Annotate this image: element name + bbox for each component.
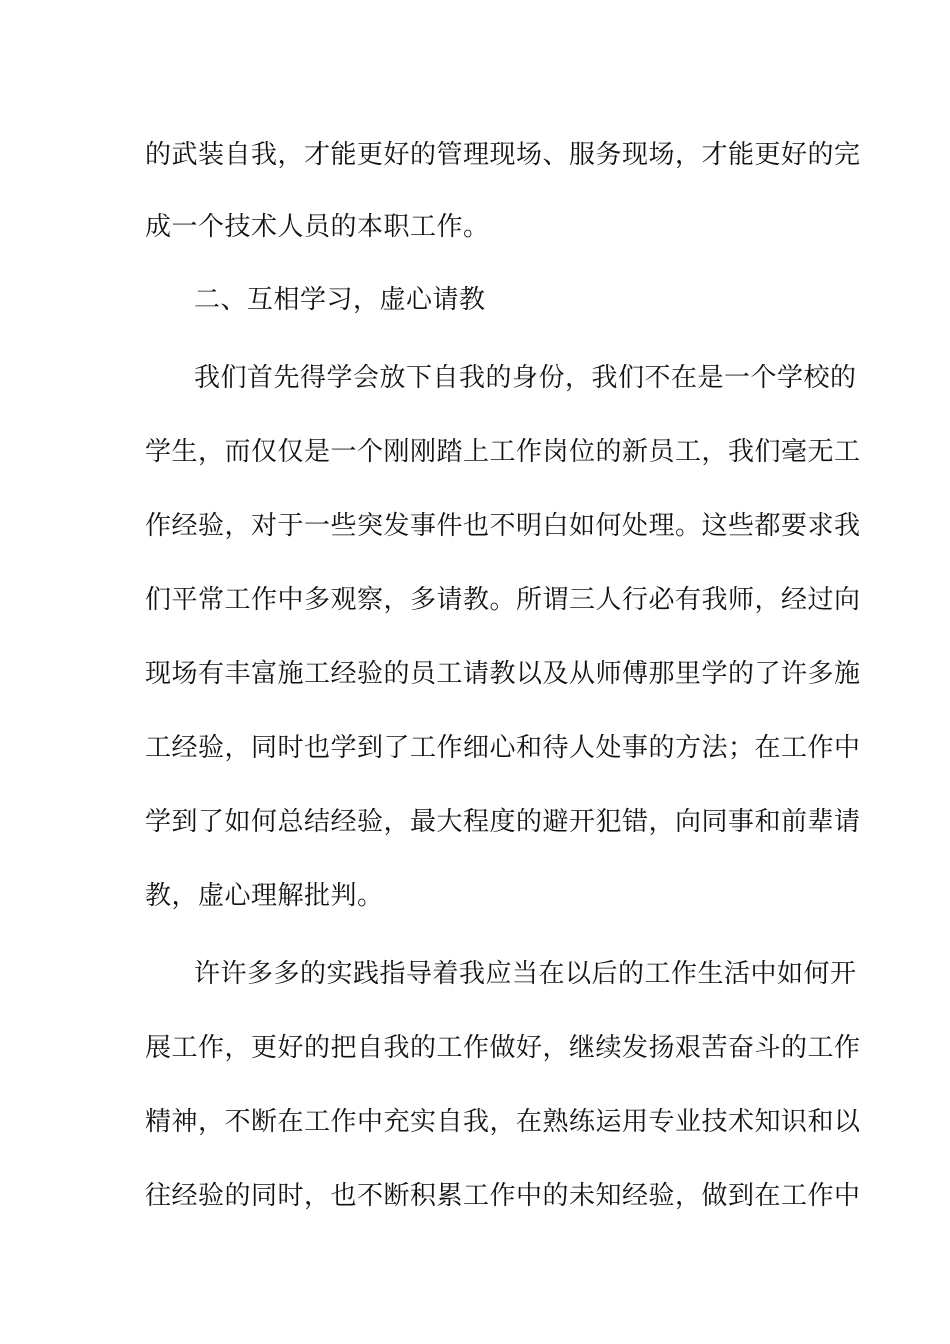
paragraph-line: 精神，不断在工作中充实自我，在熟练运用专业技术知识和以 xyxy=(145,1107,861,1137)
paragraph-line: 作经验，对于一些突发事件也不明白如何处理。这些都要求我 xyxy=(145,511,861,541)
paragraph-line: 的武装自我，才能更好的管理现场、服务现场，才能更好的完 xyxy=(145,140,861,170)
paragraph-line: 学生，而仅仅是一个刚刚踏上工作岗位的新员工，我们毫无工 xyxy=(145,437,861,467)
section-heading: 二、互相学习，虚心请教 xyxy=(194,285,486,315)
paragraph-line: 许许多多的实践指导着我应当在以后的工作生活中如何开 xyxy=(194,959,857,989)
paragraph-line: 教，虚心理解批判。 xyxy=(145,881,384,911)
paragraph-line: 现场有丰富施工经验的员工请教以及从师傅那里学的了许多施 xyxy=(145,659,861,689)
paragraph-line: 我们首先得学会放下自我的身份，我们不在是一个学校的 xyxy=(194,363,857,393)
paragraph-line: 工经验，同时也学到了工作细心和待人处事的方法；在工作中 xyxy=(145,733,861,763)
paragraph-line: 往经验的同时，也不断积累工作中的未知经验，做到在工作中 xyxy=(145,1181,861,1211)
paragraph-line: 成一个技术人员的本职工作。 xyxy=(145,212,490,242)
paragraph-line: 学到了如何总结经验，最大程度的避开犯错，向同事和前辈请 xyxy=(145,807,861,837)
paragraph-line: 们平常工作中多观察，多请教。所谓三人行必有我师，经过向 xyxy=(145,585,861,615)
paragraph-line: 展工作，更好的把自我的工作做好，继续发扬艰苦奋斗的工作 xyxy=(145,1033,861,1063)
